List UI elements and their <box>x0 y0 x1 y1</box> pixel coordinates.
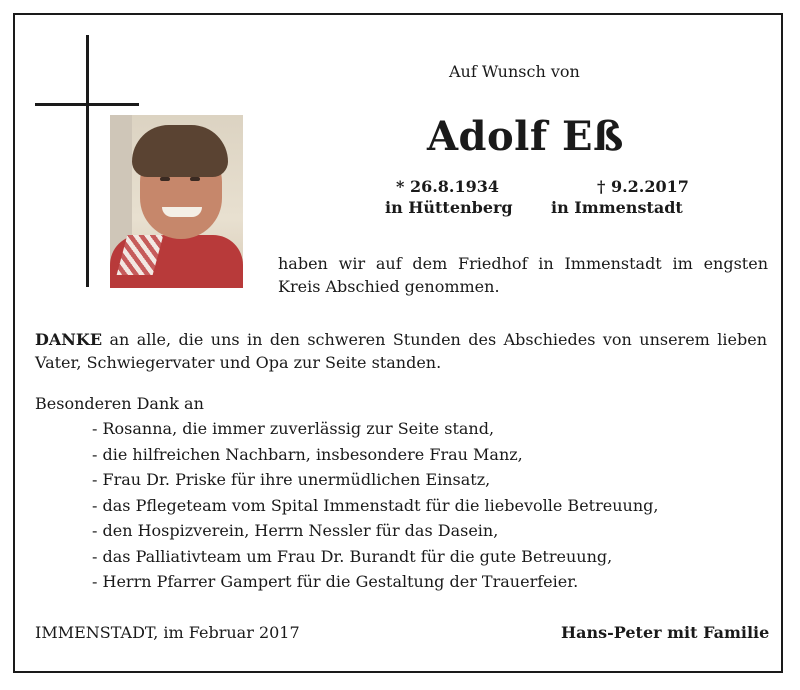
birth-date: * 26.8.1934 <box>396 177 500 196</box>
cross-icon <box>86 35 89 287</box>
place-date: IMMENSTADT, im Februar 2017 <box>35 623 300 642</box>
list-item: - Herrn Pfarrer Gampert für die Gestaltung der Trauerfeier. <box>92 572 579 591</box>
list-item: - den Hospizverein, Herrn Nessler für das Dasein, <box>92 521 499 540</box>
thanks-list <box>92 416 658 595</box>
list-item: - die hilfreichen Nachbarn, insbesondere Frau Manz, <box>92 444 523 464</box>
deceased-name: Adolf Eß <box>427 113 624 160</box>
special-thanks-heading: Besonderen Dank an <box>35 394 204 413</box>
list-item: - das Palliativteam um Frau Dr. Burandt für die gute Betreuung, <box>92 546 613 566</box>
farewell-text: haben wir auf dem Friedhof in Immenstadt im engsten Kreis Abschied genommen. <box>278 254 768 296</box>
thanks-paragraph <box>35 328 767 374</box>
portrait-photo <box>110 115 243 288</box>
signature: Hans-Peter mit Familie <box>561 623 770 642</box>
death-place: in Immenstadt <box>551 198 683 217</box>
death-date: † 9.2.2017 <box>597 177 689 196</box>
list-item: - Frau Dr. Priske für ihre unermüdlichen Einsatz, <box>92 470 491 489</box>
thanks-lead: DANKE <box>35 330 103 349</box>
thanks-text: an alle, die uns in den schweren Stunden des Abschiedes von unserem lieben Vater, Schwiegervater und Opa zur Seite standen. <box>35 330 767 372</box>
list-item: - das Pflegeteam vom Spital Immenstadt für die liebevolle Betreuung, <box>92 495 659 515</box>
obituary-notice <box>13 13 783 673</box>
birth-place: in Hüttenberg <box>385 198 513 217</box>
list-item: - Rosanna, die immer zuverlässig zur Seite stand, <box>92 419 495 438</box>
request-line: Auf Wunsch von <box>449 62 580 81</box>
cross-icon-bar <box>35 103 139 106</box>
